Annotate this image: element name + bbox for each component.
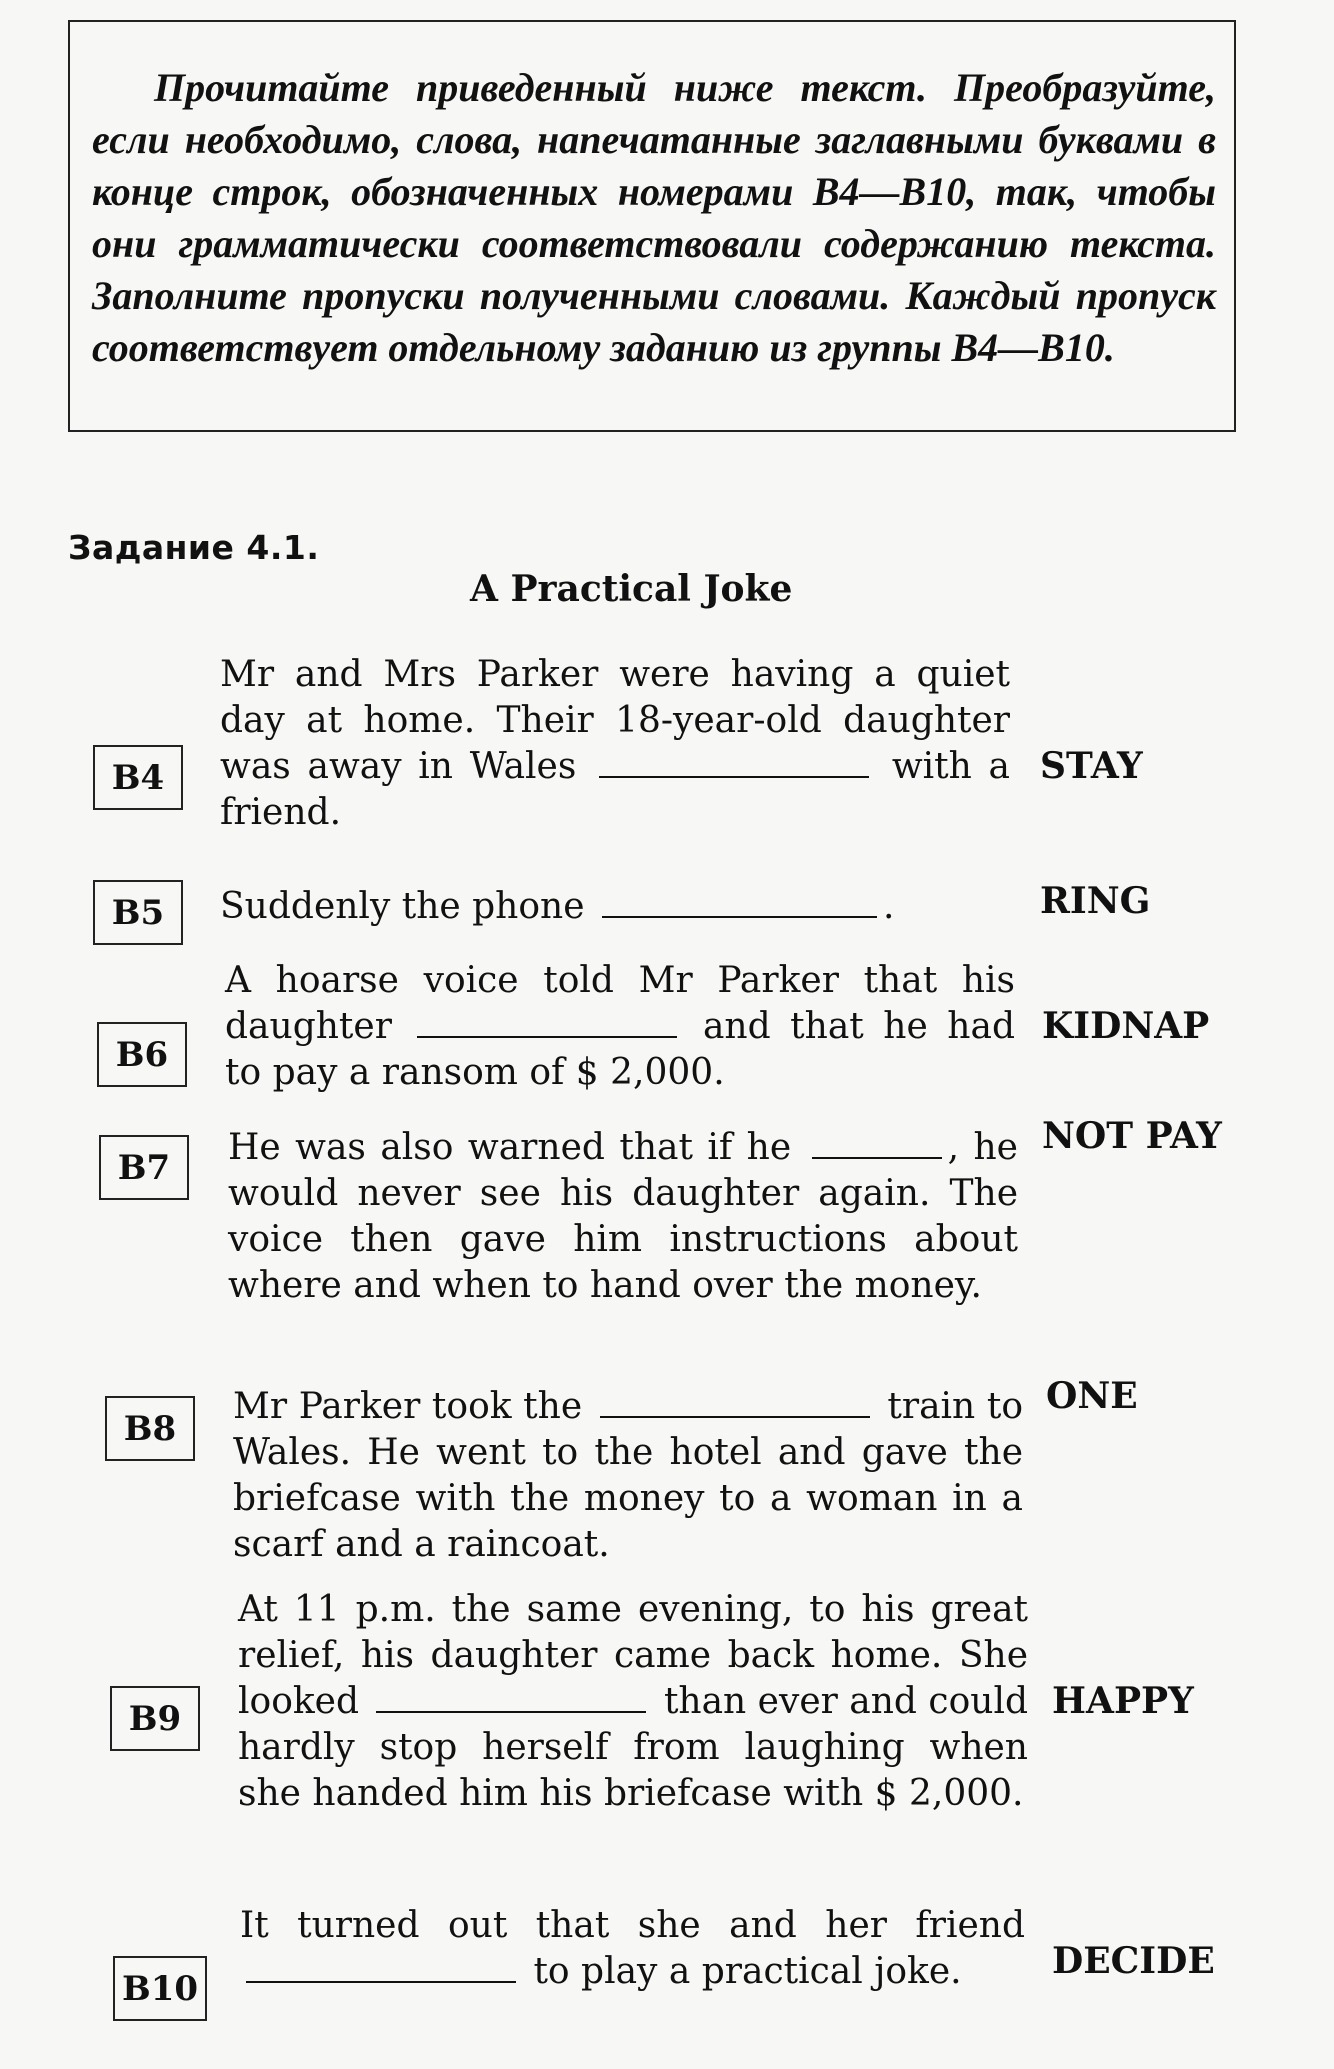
- answer-blank[interactable]: [376, 1709, 646, 1713]
- item-text: [240, 1903, 1025, 1995]
- item-number-badge: B7: [99, 1135, 189, 1200]
- item-text-before: At 11 p.m. the same evening, to his great relief, his daughter came back home. She looked: [238, 1589, 1028, 1722]
- item-number-badge: B8: [105, 1396, 195, 1461]
- answer-blank[interactable]: [812, 1155, 942, 1159]
- item-text-after: .: [882, 886, 895, 927]
- answer-blank[interactable]: [246, 1979, 516, 1983]
- item-text-before: A hoarse voice told Mr Parker that his daughter: [225, 960, 1015, 1047]
- keyword: ONE: [1046, 1375, 1138, 1417]
- item-number-badge: B9: [110, 1686, 200, 1751]
- keyword: NOT PAY: [1042, 1115, 1222, 1157]
- item-number-badge: B10: [113, 1956, 207, 2021]
- instructions-text: Прочитайте приведенный ниже текст. Преобразуйте, если необходимо, слова, напечатанные заглавными буквами в конце строк, обозначенных номерами B4—B10, так, чтобы они грамматически соответствовали содержанию текста. Заполните пропуски полученными словами. Каждый пропуск соответствует отдельному заданию из группы B4—B10.: [92, 65, 1216, 370]
- keyword: KIDNAP: [1042, 1005, 1210, 1047]
- item-text: [233, 1384, 1023, 1568]
- keyword: HAPPY: [1052, 1680, 1194, 1722]
- answer-blank[interactable]: [417, 1034, 677, 1038]
- item-text: [220, 652, 1010, 836]
- item-number-badge: B4: [93, 745, 183, 810]
- answer-blank[interactable]: [602, 914, 877, 918]
- item-text-before: Suddenly the phone: [220, 886, 585, 927]
- instructions-box: [68, 20, 1236, 432]
- keyword: RING: [1040, 880, 1151, 922]
- answer-blank[interactable]: [599, 774, 869, 778]
- keyword: DECIDE: [1052, 1940, 1215, 1982]
- item-text-after: , he would never see his daughter again. The voice then gave him instructions about where and when to hand over the money.: [228, 1127, 1018, 1306]
- answer-blank[interactable]: [600, 1414, 870, 1418]
- item-text-after: to play a practical joke.: [533, 1951, 962, 1992]
- item-text-before: Mr and Mrs Parker were having a quiet day at home. Their 18-year-old daughter was away in Wales: [220, 654, 1010, 787]
- task-label: Задание 4.1.: [68, 528, 320, 567]
- item-text: [225, 958, 1015, 1096]
- item-text-before: It turned out that she and her friend: [240, 1905, 1025, 1946]
- item-text-before: Mr Parker took the: [233, 1386, 583, 1427]
- item-number-badge: B6: [97, 1022, 187, 1087]
- item-number-badge: B5: [93, 880, 183, 945]
- item-text: [238, 1587, 1028, 1817]
- item-text-before: He was also warned that if he: [228, 1127, 792, 1168]
- item-text: [228, 1125, 1018, 1309]
- item-text-after: than ever and could hardly stop herself from laughing when she handed him his briefcase with $ 2,000.: [238, 1681, 1028, 1814]
- keyword: STAY: [1040, 745, 1143, 787]
- item-text: [220, 884, 1010, 930]
- item-text-after: and that he had to pay a ransom of $ 2,000.: [225, 1006, 1015, 1093]
- item-text-after: train to Wales. He went to the hotel and gave the briefcase with the money to a woman in a scarf and a raincoat.: [233, 1386, 1023, 1565]
- item-text-after: with a friend.: [220, 746, 1010, 833]
- text-title: A Practical Joke: [470, 568, 793, 610]
